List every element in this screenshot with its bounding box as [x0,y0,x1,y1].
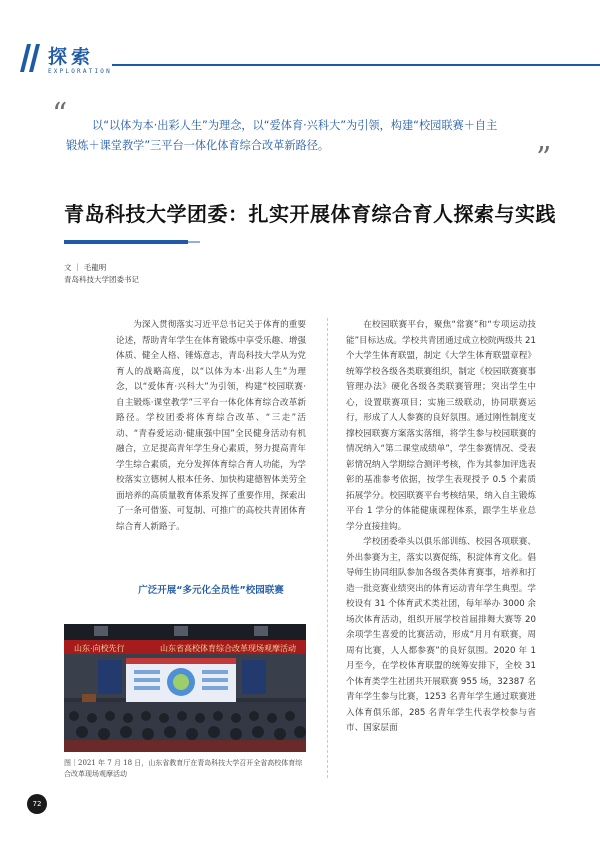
caption-line-1: 图｜2021 年 7 月 18 日，山东省教育厅在青岛科技大学召开全省高校体育综 [64,759,303,767]
photo-caption [64,758,314,780]
article-headline: 青岛科技大学团委：扎实开展体育综合育人探索与实践 [64,202,556,226]
lead-paragraph [66,116,544,156]
author-title: 青岛科技大学团委书记 [64,275,139,284]
lead-line-2: 锻炼＋课堂教学”三平台一体化体育综合改革新路径。 [66,139,330,152]
page-number: 72 [27,794,47,814]
headline-underline [64,240,188,244]
column-divider [327,318,328,778]
photo-banner-left: 山东·向校先行 [74,644,125,653]
section-subtitle: EXPLORATION [48,68,112,75]
photo-banner-right: 山东省高校体育综合改革现场观摩活动 [160,644,296,653]
section-subheading: 广泛开展“多元化全员性”校园联赛 [138,585,284,596]
quote-open-icon: “ [52,97,68,132]
caption-line-2: 合改革现场观摩活动 [64,770,127,778]
event-photo-image [64,624,306,752]
author-block [64,262,139,286]
right-column [346,318,536,737]
section-title: 探索 [48,46,95,68]
header-stripes-icon [20,44,42,72]
headline-underline-accent [188,241,200,243]
left-paragraph-1: 为深入贯彻落实习近平总书记关于体育的重要论述，帮助青年学生在体育锻炼中享受乐趣、增强体质、健全人格、锤炼意志，青岛科技大学从为党育人的战略高度，以“以体为本·出彩人生”为理念，以“爱体育·兴科大”为引领，构建“校园联赛·自主锻炼·课堂教学”三平台一体化体育综合改革新路径。学校团委将体育综合改革、“三走”活动、“青春爱运动·健康强中国”全民健身活动有机融合，立足提高青年学生身心素质，努力提高青年学生综合素质，充分发挥体育综合育人功能，为学校落实立德树人根本任务、加快构建德智体美劳全面培养的高质量教育体系发挥了重要作用，探索出了一条可借鉴、可复制、可推广的高校共青团体育综合育人新路子。 [116,320,306,532]
right-paragraph-2: 学校团委牵头以俱乐部训练、校园各项联赛、外出参赛为主，落实以赛促练，积淀体育文化。倡导师生协同组队参加各级各类体育赛事，培养和打造一批竞赛业绩突出的体育运动青年学生典型。学校设有 31 个体育武术类社团，每年举办 3000 余场次体育活动，组织开展学校首届排舞大赛等 20 余项学生喜爱的比赛活动，形成“月月有联赛，周周有比赛，人人都参赛”的良好氛围。2020 年 1 月至今，在学校体育联盟的统筹安排下，全校 31 个体育类学生社团共开展联赛 955 场，32387 名青年学生参与比赛，1253 名青年学生通过联赛进入体育俱乐部，285 名青年学生代表学校参与省市、国家层面 [346,537,536,733]
quote-close-icon: ” [536,141,552,176]
event-photo [64,624,306,752]
lead-line-1: 以“以体为本·出彩人生”为理念，以“爱体育·兴科大”为引领，构建“校园联赛＋自主 [92,119,498,132]
header-rule [112,64,600,66]
left-column [116,318,306,535]
byline: 文 ｜ 毛龍明 [64,263,107,272]
right-paragraph-1: 在校园联赛平台，聚焦“常赛”和“专项运动技能”目标达成。学校共青团通过成立校院两级共 21 个大学生体育联盟，制定《大学生体育联盟章程》统筹学校各级各类联赛组织，制定《校园联赛赛事管理办法》硬化各级各类联赛管理；突出学生中心，设置联赛项目；实施三级联动，协同联赛运行，形成了人人参赛的良好氛围。通过刚性制度支撑校园联赛方案落实落细，将学生参与校园联赛的情况纳入“第二课堂成绩单”，学生参赛情况、受表彰情况纳入学期综合测评考核，作为其参加评选表彰的基准参考依据，按学生表现授予 0.5 个素质拓展学分。校园联赛平台考核结果，纳入自主锻炼平台 1 学分的体能健康课程体系，跟学生毕业总学分直接挂钩。 [346,320,536,532]
